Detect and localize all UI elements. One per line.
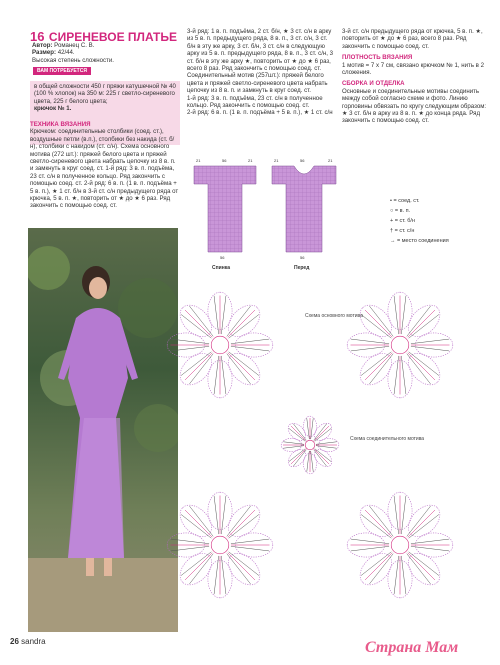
joining-text: Соединительный мотив (257шт.): пряжей белого цвета и пряжей светло-сиреневого цвета набрать цепочку из 8 в. п. и замкнуть в круг соед. ст. bbox=[187, 72, 328, 95]
materials-yarn: в общей сложности 450 г пряжи катушечной № 40 (100 % хлопок) на 350 м: 225 г светло-сиреневого цвета, 225 г белого цвета; bbox=[34, 83, 176, 105]
density-heading: ПЛОТНОСТЬ ВЯЗАНИЯ bbox=[342, 54, 413, 62]
technique-heading: ТЕХНИКА ВЯЗАНИЯ bbox=[30, 121, 91, 128]
row2-text: 2-й ряд: 6 в. п. (1 в. п. подъёма + 5 в. п.), ★ 1 ст. с/н bbox=[187, 109, 333, 117]
join-motif-label: Схема соединительного мотива bbox=[350, 436, 425, 442]
back-shape bbox=[194, 166, 256, 252]
density-text: 1 мотив = 7 х 7 см, связано крючком № 1, нить в 2 сложения. bbox=[342, 61, 485, 77]
legend-item-join: → = место соединения bbox=[390, 238, 449, 244]
size: 42/44. bbox=[57, 49, 75, 57]
difficulty: Высокая степень сложности. bbox=[32, 56, 114, 64]
garment-diagrams bbox=[190, 152, 350, 274]
pattern-number: 16 bbox=[30, 29, 45, 44]
materials-hook: крючок № 1. bbox=[34, 105, 72, 113]
front-top-left: 21 bbox=[274, 158, 279, 163]
page-number: 26 bbox=[10, 637, 19, 646]
legend-item-sc: + = ст. б/н bbox=[390, 218, 415, 224]
assembly-text: Основные и соединительные мотивы соединить между собой согласно схеме и фото. Линию горловины обвязать по кругу следующим образом: ★ 3 ст. б/н в арку из 8 в. п. ★ до конца ряда. Ряд закончить с помощью соед. ст. bbox=[342, 87, 487, 125]
row3-text: 3-й ряд: 1 в. п. подъёма, 2 ст. б/н, ★ 3 ст. с/н в арку из 5 в. п. предыдущего ряда, 8 в. п., 3 ст. с/н, 3 ст. б/н в эту же арку, 3 ст. б/н, 3 ст. с/н в следующую арку из 5 в. п. предыдущего ряда, 8 в. п., 3 ст. с/н, 3 ст. б/н в эту же арку ★, повторить от ★ до ★ 6 раз, всего 8 раз. Ряд закончить с помощью соед. ст. bbox=[187, 28, 334, 73]
dress-photo bbox=[28, 228, 178, 632]
right-cont: 3-й ст. с/н предыдущего ряда от крючка, 5 в. п. ★, повторить от ★ до ★ 6 раз, всего 8 раз. Ряд закончить с помощью соед. ст. bbox=[342, 28, 483, 50]
main-motif-top-right bbox=[347, 292, 453, 398]
magazine-name: sandra bbox=[21, 637, 46, 646]
back-bottom: 56 bbox=[220, 255, 225, 260]
front-shape bbox=[272, 166, 336, 252]
front-label: Перед bbox=[294, 265, 310, 271]
materials-text bbox=[34, 83, 178, 113]
instructions-right bbox=[342, 28, 490, 125]
author-label: Автор: bbox=[32, 42, 53, 49]
main-motif-label: Схема основного мотива bbox=[305, 313, 363, 319]
motif-chart bbox=[160, 285, 490, 635]
legend-item-dc: † = ст. с/н bbox=[390, 228, 415, 234]
legend-item-chain: ○ = в. п. bbox=[390, 208, 411, 214]
front-top-right: 21 bbox=[328, 158, 333, 163]
main-motif-top-left bbox=[167, 292, 273, 398]
technique-section bbox=[30, 121, 180, 210]
instructions-middle bbox=[187, 28, 334, 117]
row1-text: 1-й ряд: 3 в. п. подъёма, 23 ст. с/н в полученное кольцо. Ряд закончить с помощью соед. ст. bbox=[187, 94, 323, 110]
main-motif-bottom-left bbox=[167, 492, 273, 598]
legend bbox=[390, 196, 490, 246]
legend-item-slip: • = соед. ст. bbox=[390, 198, 420, 204]
back-top-left: 21 bbox=[196, 158, 201, 163]
technique-body: Крючком: соединительные столбики (соед. ст.), воздушные петли (в.п.), столбики без накида (ст. б/н), столбики с накидом (ст. с/н). Схема основного мотива (272 шт.): пряжей белого цвета и пряжей светло-сиреневого цвета набрать цепочку из 8 в. п. и замкнуть в круг соед. ст. 1-й ряд: 3 в. п. подъёма, 23 ст. с/н в полученное кольцо. Ряд закончить с помощью соед. ст. 2-й ряд: 6 в. п. (1 в. п. подъёма + 5 в. п.), ★ 1 ст. б/н в 3-й ст. с/н предыдущего ряда от крючка, 5 в. п. ★, повторить от ★ до ★ 6 раз. Ряд закончить с помощью соед. ст. bbox=[30, 128, 179, 210]
front-bottom: 56 bbox=[300, 255, 305, 260]
watermark: Страна Мам bbox=[365, 639, 459, 656]
main-motif-bottom-right bbox=[347, 492, 453, 598]
back-top-mid: 56 bbox=[222, 158, 227, 163]
pattern-meta bbox=[32, 42, 182, 64]
author: Романец С. В. bbox=[54, 42, 95, 49]
page-footer bbox=[10, 637, 46, 646]
joining-motif-center bbox=[281, 416, 339, 474]
back-top-right: 21 bbox=[248, 158, 253, 163]
assembly-heading: СБОРКА И ОТДЕЛКА bbox=[342, 80, 405, 88]
front-top-mid: 56 bbox=[300, 158, 305, 163]
materials-badge: ВАМ ПОТРЕБУЕТСЯ bbox=[33, 67, 91, 75]
pattern-name: СИРЕНЕВОЕ ПЛАТЬЕ bbox=[48, 30, 178, 44]
back-label: Спинка bbox=[212, 265, 231, 271]
size-label: Размер: bbox=[32, 49, 56, 57]
